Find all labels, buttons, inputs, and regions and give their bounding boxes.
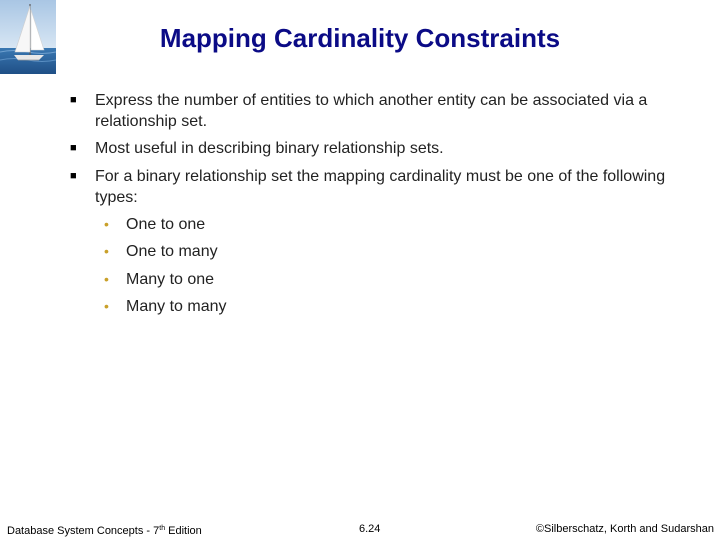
bullet-text: Most useful in describing binary relationship sets. <box>95 140 444 157</box>
bullet-item <box>70 138 675 159</box>
sub-bullet-item <box>104 214 206 235</box>
bullet-item <box>70 90 675 132</box>
sub-bullet-text: One to one <box>126 216 206 233</box>
dot-bullet-icon: • <box>104 216 109 232</box>
page-number: 6.24 <box>359 523 381 535</box>
square-bullet-icon: ■ <box>70 142 77 154</box>
sub-bullet-text: Many to one <box>126 271 215 288</box>
square-bullet-icon: ■ <box>70 170 77 182</box>
footer-copyright: ©Silberschatz, Korth and Sudarshan <box>535 523 714 535</box>
bullet-text: Express the number of entities to which another entity can be associated via a relationship set. <box>95 92 648 130</box>
dot-bullet-icon: • <box>104 243 109 259</box>
bullet-item <box>70 166 675 208</box>
sub-bullet-item <box>104 241 218 262</box>
dot-bullet-icon: • <box>104 271 109 287</box>
sub-bullet-text: One to many <box>126 243 218 260</box>
footer-edition-superscript: th <box>159 525 166 532</box>
sub-bullet-item <box>104 296 227 317</box>
sub-bullet-text: Many to many <box>126 298 227 315</box>
footer-book-title <box>7 522 202 538</box>
square-bullet-icon: ■ <box>70 94 77 106</box>
footer-book-title-text: Database System Concepts - 7 <box>7 525 160 537</box>
sub-bullet-item <box>104 269 215 290</box>
dot-bullet-icon: • <box>104 298 109 314</box>
footer-edition-word: Edition <box>165 525 202 537</box>
slide-title: Mapping Cardinality Constraints <box>159 23 561 53</box>
bullet-text: For a binary relationship set the mapping cardinality must be one of the following types: <box>95 168 666 206</box>
